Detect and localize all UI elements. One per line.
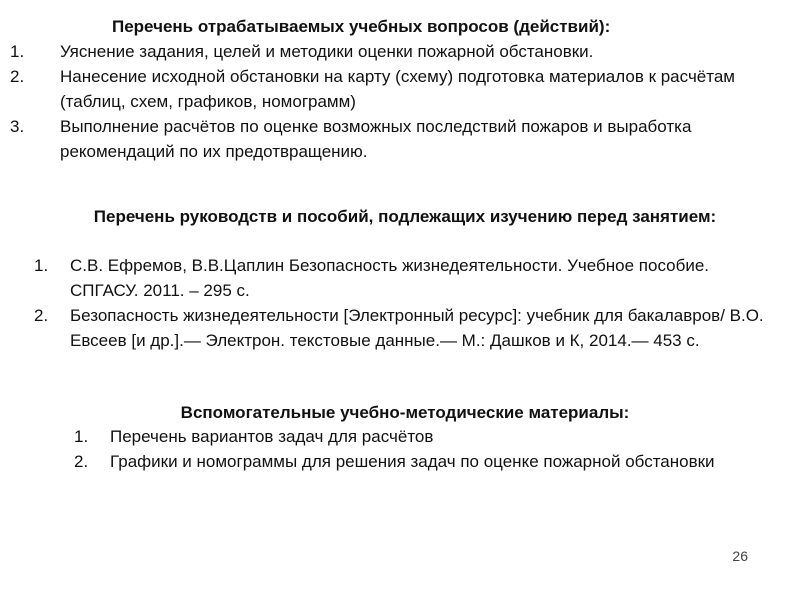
list-item [74, 424, 754, 449]
list-item [10, 39, 790, 64]
list-item [34, 253, 774, 303]
list-item-text: Уяснение задания, целей и методики оценки пожарной обстановки. [60, 42, 594, 61]
list-item-text: Выполнение расчётов по оценке возможных последствий пожаров и выработка рекомендаций по их предотвращению. [60, 117, 692, 161]
section-title-training-questions: Перечень отрабатываемых учебных вопросов (действий): [112, 17, 611, 36]
section-title-manuals: Перечень руководств и пособий, подлежащих изучению перед занятием: [93, 207, 717, 226]
list-item-text: Графики и номограммы для решения задач по оценке пожарной обстановки [110, 452, 715, 471]
list-item [74, 449, 754, 474]
page-number: 26 [732, 548, 748, 564]
list-item-text: Нанесение исходной обстановки на карту (схему) подготовка материалов к расчётам (таблиц, схем, графиков, номограмм) [60, 67, 735, 111]
list-item [10, 64, 790, 114]
list-item-number: 2. [10, 67, 25, 86]
list-item-text: С.В. Ефремов, В.В.Цаплин Безопасность жизнедеятельности. Учебное пособие. СПГАСУ. 2011. – 295 с. [70, 256, 710, 300]
list-item [10, 114, 790, 164]
list-item-number: 1. [74, 427, 89, 446]
list-item-number: 2. [74, 452, 89, 471]
list-item-number: 3. [10, 117, 25, 136]
manuals-list [34, 253, 774, 353]
list-item-number: 1. [10, 42, 25, 61]
list-item-number: 2. [34, 306, 49, 325]
list-item [34, 303, 774, 353]
section-title-auxiliary-materials: Вспомогательные учебно-методические материалы: [180, 403, 630, 422]
training-questions-list [10, 39, 790, 164]
auxiliary-materials-list [74, 424, 754, 474]
list-item-text: Безопасность жизнедеятельности [Электронный ресурс]: учебник для бакалавров/ В.О. Евсеев [и др.].— Электрон. текстовые данные.— М.: Дашков и К, 2014.— 453 с. [70, 306, 764, 350]
list-item-text: Перечень вариантов задач для расчётов [110, 427, 434, 446]
list-item-number: 1. [34, 256, 49, 275]
